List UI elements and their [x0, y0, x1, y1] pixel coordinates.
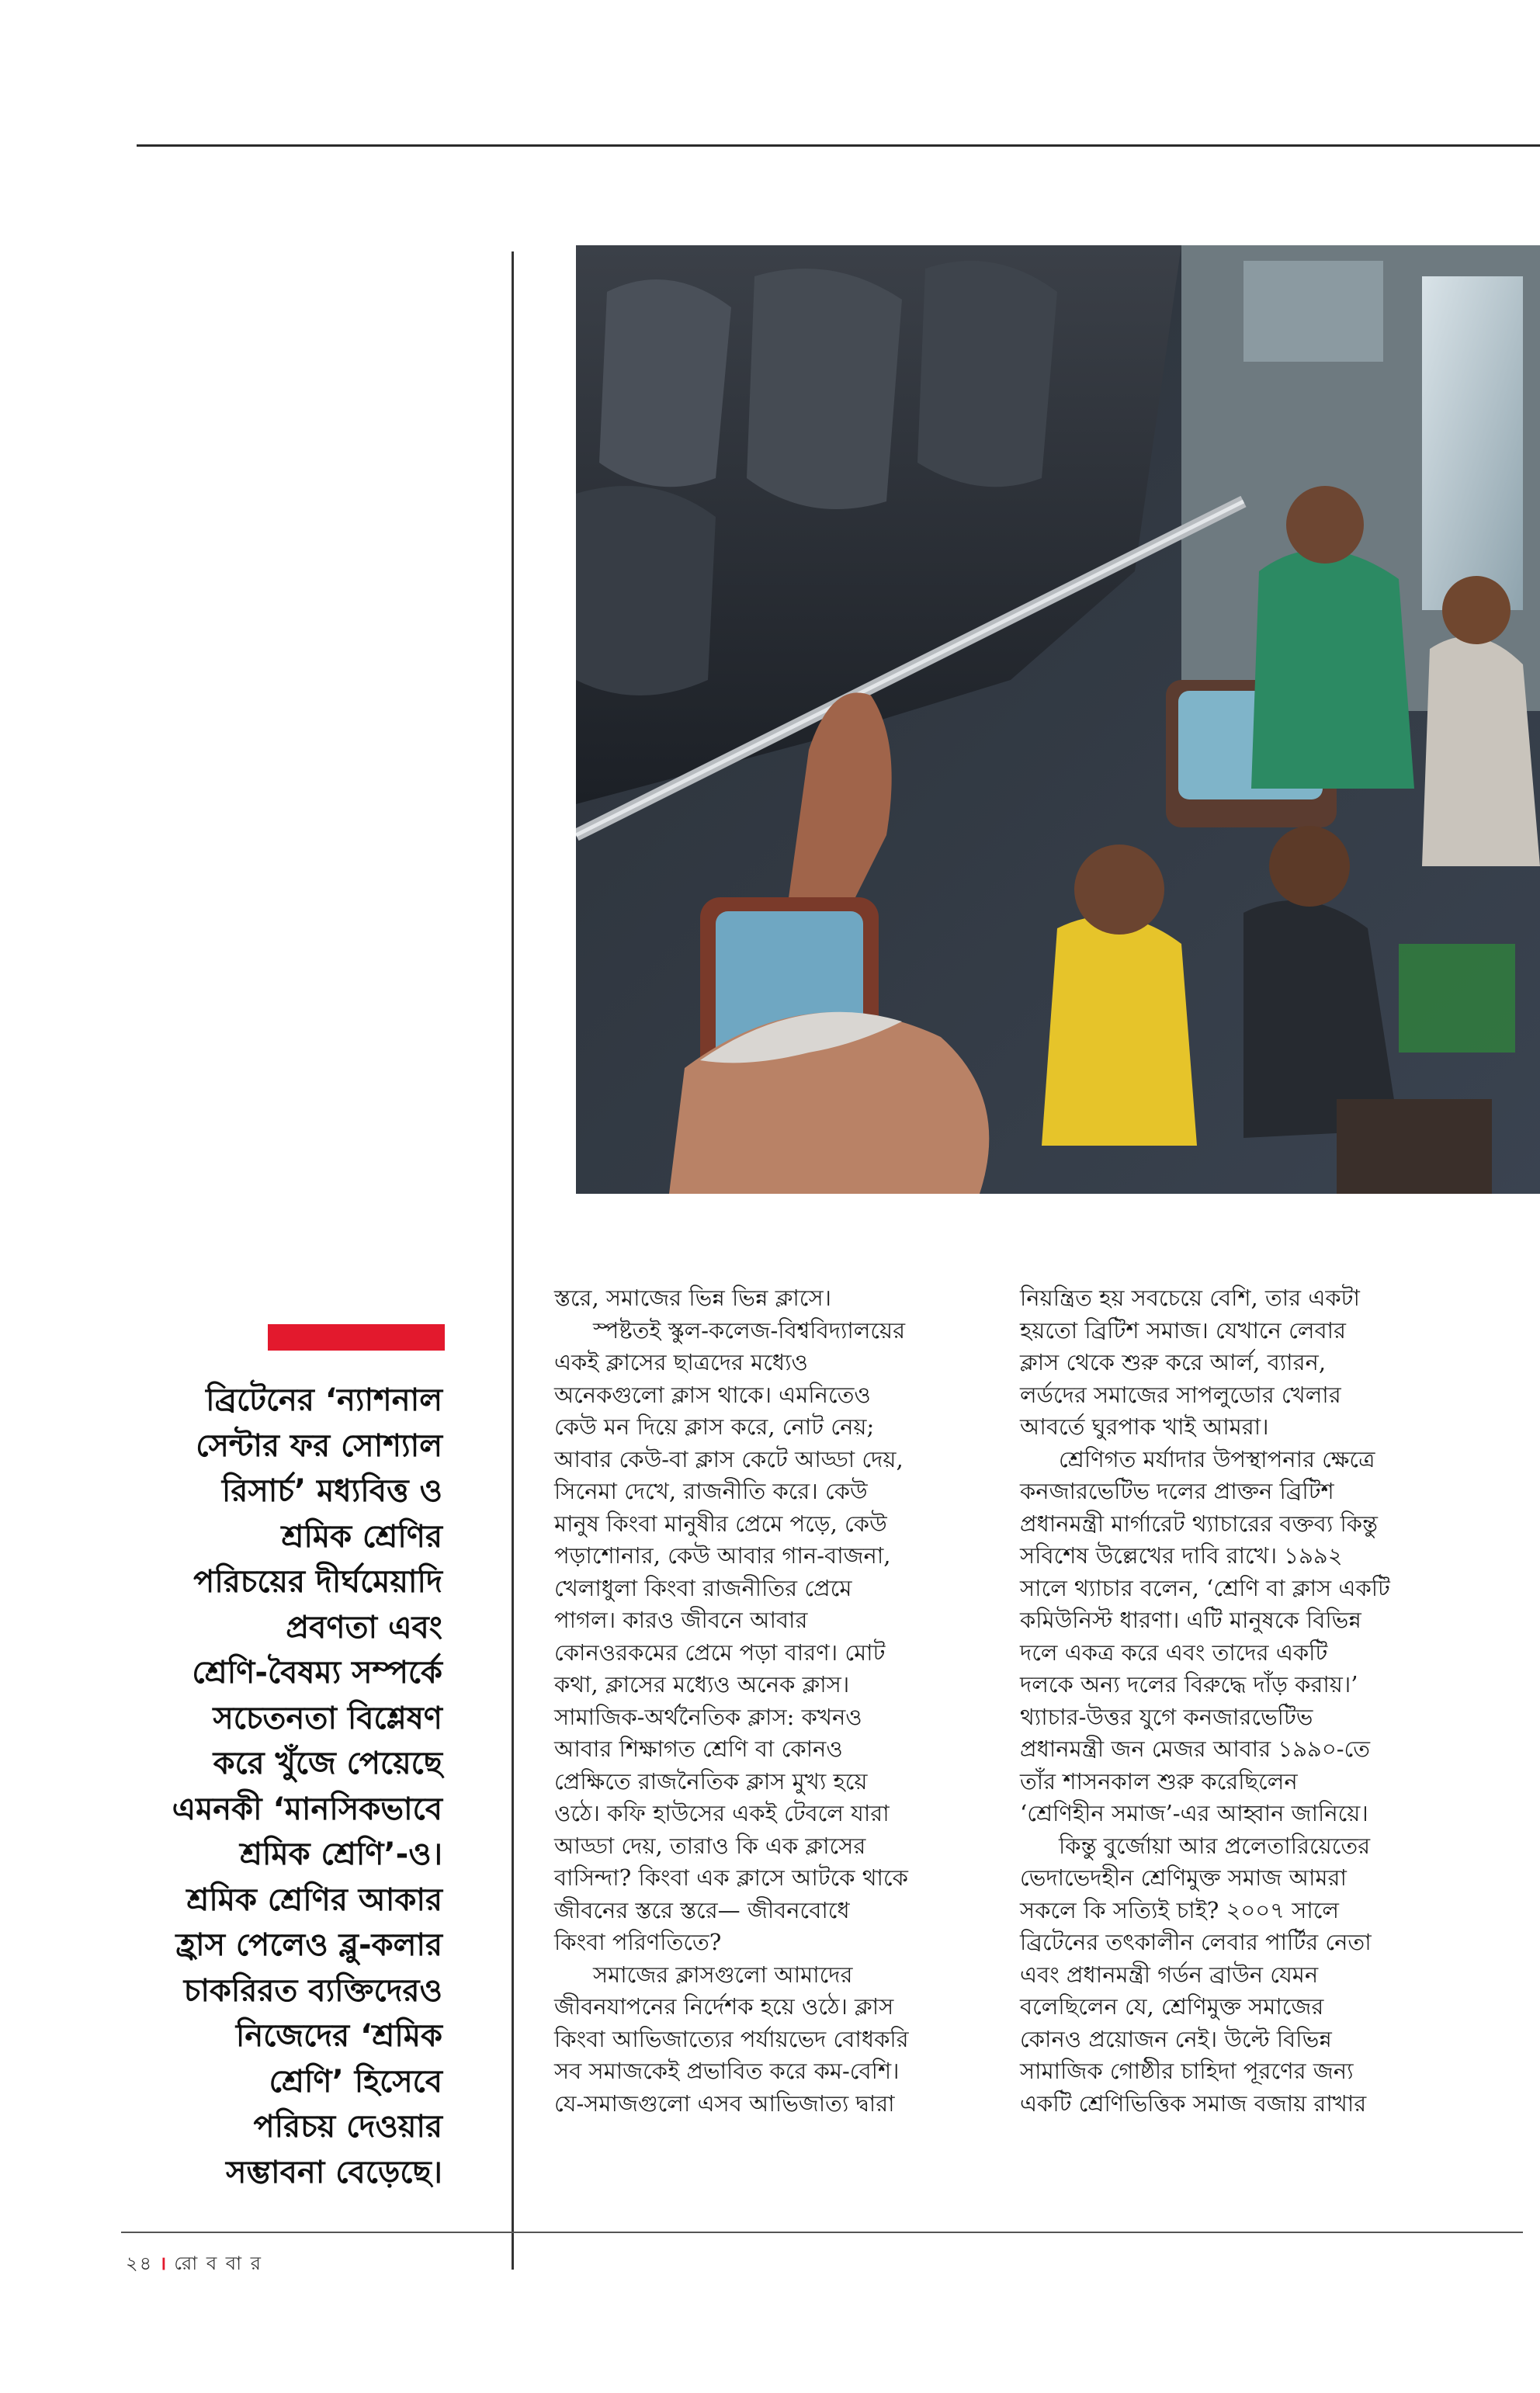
body-line: কথা, ক্লাসের মধ্যেও অনেক ক্লাস। [554, 1671, 850, 1698]
pull-quote-line: সচেতনতা বিশ্লেষণ [213, 1700, 442, 1736]
body-line: লর্ডদের সমাজের সাপলুডোর খেলার [1020, 1381, 1341, 1408]
body-line: সব সমাজকেই প্রভাবিত করে কম-বেশি। [554, 2058, 900, 2084]
pull-quote [116, 1378, 442, 2195]
pull-quote-line: নিজেদের ‘শ্রমিক [235, 2018, 442, 2054]
body-line: কিংবা আভিজাত্যের পর্যায়ভেদ বোধকরি [554, 2025, 909, 2052]
body-line: ক্লাস থেকে শুরু করে আর্ল, ব্যারন, [1020, 1349, 1327, 1375]
body-line: সকলে কি সত্যিই চাই? ২০০৭ সালে [1020, 1896, 1340, 1923]
top-rule [137, 144, 1540, 147]
body-line: পড়াশোনার, কেউ আবার গান-বাজনা, [554, 1542, 891, 1569]
body-line: এবং প্রধানমন্ত্রী গর্ডন ব্রাউন যেমন [1020, 1961, 1319, 1988]
article-column-middle [554, 1282, 973, 2120]
pull-quote-accent-bar [268, 1324, 445, 1351]
body-line: সবিশেষ উল্লেখের দাবি রাখে। ১৯৯২ [1020, 1542, 1343, 1569]
crowded-train-compartment-photo [576, 245, 1540, 1194]
body-line: জীবনের স্তরে স্তরে— জীবনবোধে [554, 1896, 850, 1923]
body-line: যে-সমাজগুলো এসব আভিজাত্য দ্বারা [554, 2090, 895, 2117]
body-line: স্তরে, সমাজের ভিন্ন ভিন্ন ক্লাসে। [554, 1285, 831, 1311]
body-line: খেলাধুলা কিংবা রাজনীতির প্রেমে [554, 1574, 852, 1601]
body-line: একই ক্লাসের ছাত্রদের মধ্যেও [554, 1349, 808, 1375]
body-line: হয়তো ব্রিটিশ সমাজ। যেখানে লেবার [1020, 1316, 1346, 1344]
bottom-rule [121, 2232, 1523, 2233]
body-line: পাগল। কারও জীবনে আবার [554, 1607, 808, 1633]
pull-quote-line: চাকরিরত ব্যক্তিদেরও [183, 1972, 442, 2009]
pull-quote-line: পরিচয় দেওয়ার [253, 2109, 442, 2145]
body-line: কমিউনিস্ট ধারণা। এটি মানুষকে বিভিন্ন [1020, 1607, 1361, 1633]
body-line: আবর্তে ঘুরপাক খাই আমরা। [1020, 1413, 1269, 1440]
body-line: ‘শ্রেণিহীন সমাজ’-এর আহ্বান জানিয়ে। [1020, 1800, 1368, 1826]
body-line: আবার কেউ-বা ক্লাস কেটে আড্ডা দেয়, [554, 1445, 904, 1472]
body-line: জীবনযাপনের নির্দেশক হয়ে ওঠে। ক্লাস [554, 1993, 894, 2020]
pull-quote-line: শ্রেণি-বৈষম্য সম্পর্কে [192, 1655, 442, 1691]
body-line: কোনও প্রয়োজন নেই। উল্টে বিভিন্ন [1020, 2025, 1332, 2052]
pull-quote-line: শ্রমিক শ্রেণি’-ও। [239, 1836, 442, 1872]
body-line: মানুষ কিংবা মানুষীর প্রেমে পড়ে, কেউ [554, 1510, 887, 1537]
body-line: শ্রেণিগত মর্যাদার উপস্থাপনার ক্ষেত্রে [1059, 1445, 1375, 1472]
body-line: একটি শ্রেণিভিত্তিক সমাজ বজায় রাখার [1020, 2090, 1367, 2117]
body-line: দলে একত্র করে এবং তাদের একটি [1020, 1639, 1328, 1666]
pull-quote-line: পরিচয়ের দীর্ঘমেয়াদি [193, 1564, 442, 1600]
body-line: সামাজিক গোষ্ঠীর চাহিদা পূরণের জন্য [1020, 2058, 1354, 2084]
pull-quote-line: সেন্টার ফর সোশ্যাল [196, 1427, 442, 1464]
body-line: থ্যাচার-উত্তর যুগে কনজারভেটিভ [1020, 1703, 1313, 1730]
pull-quote-line: করে খুঁজে পেয়েছে [213, 1746, 442, 1781]
page-number: ২৪ [126, 2253, 154, 2274]
footer-separator: । [159, 2253, 168, 2274]
body-line: সালে থ্যাচার বলেন, ‘শ্রেণি বা ক্লাস একটি [1020, 1574, 1390, 1601]
body-line: তাঁর শাসনকাল শুরু করেছিলেন [1020, 1767, 1298, 1795]
pull-quote-line: এমনকী ‘মানসিকভাবে [172, 1791, 442, 1827]
page-footer [126, 2249, 262, 2280]
body-line: কেউ মন দিয়ে ক্লাস করে, নোট নেয়; [554, 1413, 875, 1440]
body-line: আড্ডা দেয়, তারাও কি এক ক্লাসের [554, 1832, 866, 1859]
body-line: দলকে অন্য দলের বিরুদ্ধে দাঁড় করায়।’ [1020, 1671, 1358, 1698]
pull-quote-line: প্রবণতা এবং [286, 1609, 442, 1646]
pull-quote-line: রিসার্চ’ মধ্যবিত্ত ও [221, 1473, 442, 1509]
article-column-right [1020, 1282, 1455, 2120]
body-line: সামাজিক-অর্থনৈতিক ক্লাস: কখনও [554, 1703, 862, 1730]
body-line: প্রধানমন্ত্রী জন মেজর আবার ১৯৯০-তে [1020, 1736, 1371, 1762]
body-line: নিয়ন্ত্রিত হয় সবচেয়ে বেশি, তার একটা [1020, 1285, 1360, 1311]
body-line: ব্রিটেনের তৎকালীন লেবার পার্টির নেতা [1020, 1929, 1372, 1955]
pull-quote-line: শ্রেণি’ হিসেবে [269, 2063, 442, 2100]
body-line: সিনেমা দেখে, রাজনীতি করে। কেউ [554, 1478, 868, 1504]
section-name: রো ব বা র [174, 2253, 262, 2274]
body-line: বাসিন্দা? কিংবা এক ক্লাসে আটকে থাকে [554, 1864, 908, 1891]
body-line: অনেকগুলো ক্লাস থাকে। এমনিতেও [554, 1381, 871, 1408]
body-line: কনজারভেটিভ দলের প্রাক্তন ব্রিটিশ [1020, 1478, 1334, 1504]
body-line: প্রেক্ষিতে রাজনৈতিক ক্লাস মুখ্য হয়ে [554, 1767, 868, 1795]
pull-quote-line: হ্রাস পেলেও ব্লু-কলার [175, 1927, 442, 1963]
pull-quote-line: শ্রমিক শ্রেণির আকার [186, 1881, 442, 1918]
body-line: সমাজের ক্লাসগুলো আমাদের [593, 1961, 853, 1988]
column-divider [512, 251, 514, 2270]
body-line: কিন্তু বুর্জোয়া আর প্রলেতারিয়েতের [1059, 1832, 1371, 1859]
body-line: ওঠে। কফি হাউসের একই টেবলে যারা [554, 1800, 890, 1826]
body-line: বলেছিলেন যে, শ্রেণিমুক্ত সমাজের [1020, 1993, 1324, 2020]
body-line: স্পষ্টতই স্কুল-কলেজ-বিশ্ববিদ্যালয়ের [593, 1316, 906, 1344]
body-line: আবার শিক্ষাগত শ্রেণি বা কোনও [554, 1736, 843, 1762]
pull-quote-line: ব্রিটেনের ‘ন্যাশনাল [206, 1382, 442, 1418]
body-line: প্রধানমন্ত্রী মার্গারেট থ্যাচারের বক্তব্য কিন্তু [1020, 1510, 1379, 1537]
body-line: ভেদাভেদহীন শ্রেণিমুক্ত সমাজ আমরা [1020, 1864, 1347, 1891]
body-line: কোনওরকমের প্রেমে পড়া বারণ। মোট [554, 1639, 886, 1666]
pull-quote-line: শ্রমিক শ্রেণির [281, 1518, 442, 1555]
pull-quote-line: সম্ভাবনা বেড়েছে। [225, 2154, 442, 2190]
body-line: কিংবা পরিণতিতে? [554, 1929, 722, 1955]
